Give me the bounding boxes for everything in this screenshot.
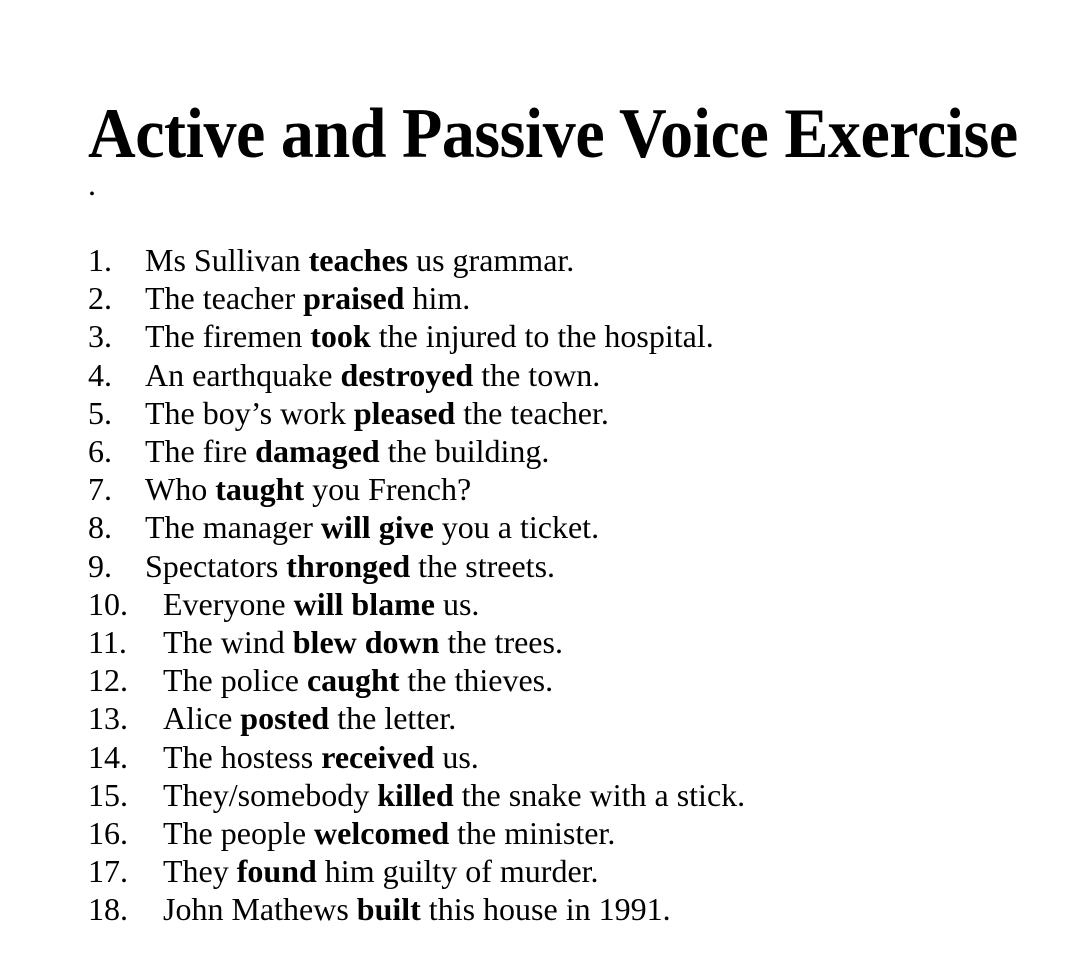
list-item xyxy=(88,814,745,852)
sentence-post: you a ticket. xyxy=(433,509,600,546)
sentence-pre: Everyone xyxy=(163,585,294,622)
sentence-verb: built xyxy=(356,891,421,928)
list-item-number: 15. xyxy=(88,776,128,813)
sentence-pre: The hostess xyxy=(163,738,322,775)
sentence-post: the injured to the hospital. xyxy=(370,318,714,355)
stray-period: . xyxy=(88,166,96,202)
sentence-verb: found xyxy=(236,853,317,890)
sentence-post: the minister. xyxy=(449,815,616,852)
sentence-post: us grammar. xyxy=(408,242,575,278)
sentence-pre: They xyxy=(163,853,237,890)
sentence-post: the teacher. xyxy=(455,394,609,431)
list-item-number: 2. xyxy=(88,280,112,317)
sentence-pre: An earthquake xyxy=(145,356,341,393)
sentence-verb: will give xyxy=(320,509,434,546)
list-item-number: 12. xyxy=(88,662,128,699)
sentence-pre: Alice xyxy=(163,700,241,737)
list-item-number: 17. xyxy=(88,853,128,890)
list-item xyxy=(88,661,745,699)
sentence-post: the thieves. xyxy=(399,662,554,699)
list-item xyxy=(88,776,745,814)
list-item xyxy=(88,738,745,776)
sentence-pre: The firemen xyxy=(145,318,311,355)
sentence-verb: received xyxy=(321,738,435,775)
sentence-verb: welcomed xyxy=(314,815,450,852)
sentence-pre: They/somebody xyxy=(163,776,378,813)
list-item xyxy=(88,699,745,737)
sentence-pre: Ms Sullivan xyxy=(145,242,309,278)
list-item xyxy=(88,279,745,317)
list-item-number: 18. xyxy=(88,891,128,928)
list-item xyxy=(88,394,745,432)
sentence-pre: Who xyxy=(145,471,216,508)
list-item-number: 9. xyxy=(88,547,112,584)
sentence-post: the streets. xyxy=(410,547,556,584)
list-item-number: 5. xyxy=(88,394,112,431)
sentence-post: the trees. xyxy=(439,624,563,661)
list-item xyxy=(88,241,745,279)
sentence-post: him. xyxy=(404,280,471,317)
sentence-verb: teaches xyxy=(308,242,409,278)
sentence-verb: caught xyxy=(306,662,400,699)
list-item-number: 13. xyxy=(88,700,128,737)
sentence-pre: The boy’s work xyxy=(145,394,354,431)
sentence-verb: thronged xyxy=(286,547,411,584)
sentence-pre: The police xyxy=(163,662,307,699)
sentence-verb: killed xyxy=(377,776,454,813)
list-item-number: 6. xyxy=(88,433,112,470)
list-item xyxy=(88,585,745,623)
sentence-verb: damaged xyxy=(255,433,380,470)
sentence-pre: The teacher xyxy=(145,280,304,317)
list-item xyxy=(88,852,745,890)
list-item-number: 8. xyxy=(88,509,112,546)
list-item-number: 7. xyxy=(88,471,112,508)
list-item-number: 1. xyxy=(88,242,112,278)
sentence-pre: Spectators xyxy=(145,547,287,584)
list-item xyxy=(88,356,745,394)
sentence-verb: praised xyxy=(303,280,405,317)
list-item xyxy=(88,432,745,470)
sentence-verb: pleased xyxy=(353,394,456,431)
sentence-pre: The fire xyxy=(145,433,256,470)
sentence-verb: took xyxy=(310,318,371,355)
list-item xyxy=(88,317,745,355)
sentence-verb: blew down xyxy=(292,624,440,661)
list-item xyxy=(88,508,745,546)
list-item-number: 4. xyxy=(88,356,112,393)
sentence-verb: will blame xyxy=(293,585,435,622)
sentence-verb: destroyed xyxy=(340,356,474,393)
list-item-number: 16. xyxy=(88,815,128,852)
sentence-post: us. xyxy=(434,738,479,775)
list-item-number: 11. xyxy=(88,624,127,661)
sentence-post: the snake with a stick. xyxy=(453,776,746,813)
sentence-post: you French? xyxy=(304,471,472,508)
list-item-number: 14. xyxy=(88,738,128,775)
sentence-post: the building. xyxy=(379,433,550,470)
sentence-post: the letter. xyxy=(329,700,457,737)
list-item-number: 10. xyxy=(88,585,128,622)
sentence-post: the town. xyxy=(473,356,601,393)
sentence-post: this house in 1991. xyxy=(420,891,671,928)
sentence-post: us. xyxy=(434,585,480,622)
sentence-pre: The people xyxy=(163,815,315,852)
list-item xyxy=(88,623,745,661)
sentence-pre: The wind xyxy=(163,624,293,661)
exercise-list xyxy=(88,241,745,929)
list-item xyxy=(88,470,745,508)
sentence-pre: John Mathews xyxy=(163,891,357,928)
list-item xyxy=(88,547,745,585)
sentence-verb: posted xyxy=(240,700,330,737)
sentence-post: him guilty of murder. xyxy=(316,853,599,890)
page-title: Active and Passive Voice Exercise xyxy=(88,94,1018,173)
list-item xyxy=(88,890,745,928)
sentence-verb: taught xyxy=(215,471,305,508)
list-item-number: 3. xyxy=(88,318,112,355)
sentence-pre: The manager xyxy=(145,509,321,546)
